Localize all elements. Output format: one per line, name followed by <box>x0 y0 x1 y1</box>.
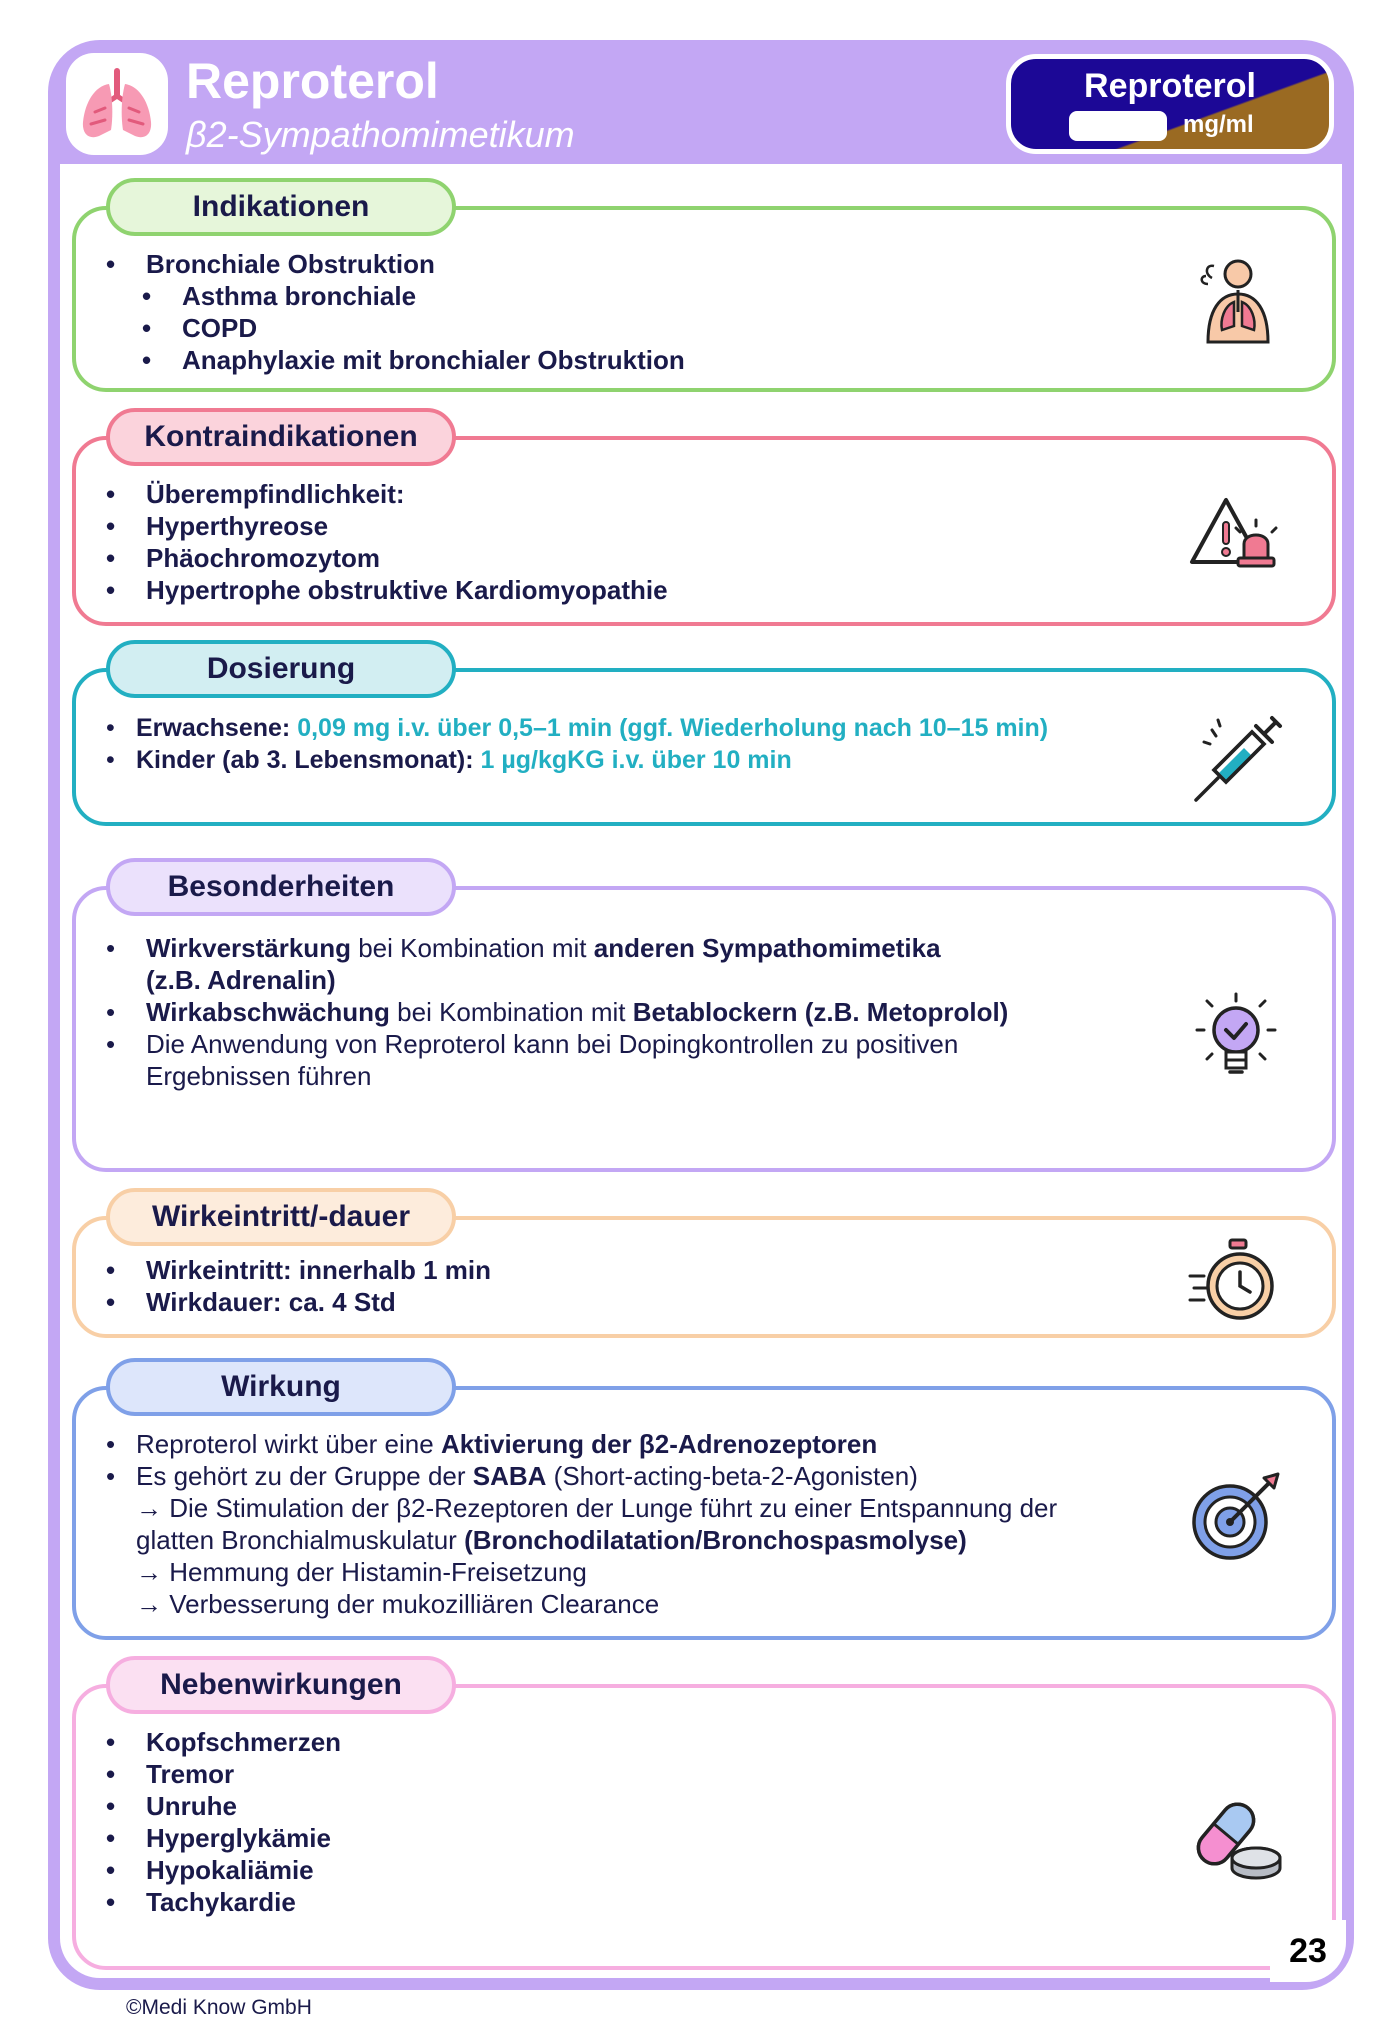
list-item: • Hyperthyreose <box>106 510 1162 542</box>
dose-label: Kinder (ab 3. Lebensmonat): <box>136 746 474 774</box>
section-besonderheiten <box>72 870 1336 1172</box>
emphasis-text: anderen Sympathomimetika <box>593 933 941 963</box>
list-item <box>106 932 1162 996</box>
list-item-continuation: → Die Stimulation der β2-Rezeptoren der Lunge führt zu einer Entspannung der <box>136 1493 1058 1523</box>
emphasis-text: SABA <box>472 1461 547 1491</box>
lungs-icon <box>66 53 168 155</box>
list-item <box>106 996 1162 1028</box>
list-item: • Hypertrophe obstruktive Kardiomyopathie <box>106 574 1162 606</box>
body-text: Ergebnissen führen <box>146 1061 372 1091</box>
list-item <box>106 712 1182 744</box>
list-item: • Hyperglykämie <box>106 1822 1162 1854</box>
section-dosierung <box>72 652 1336 826</box>
emphasis-text: Betablockern (z.B. Metoprolol) <box>632 997 1009 1027</box>
list-item-continuation: → Hemmung der Histamin-Freisetzung <box>136 1557 587 1587</box>
pills-icon <box>1186 1788 1286 1888</box>
page-subtitle: β2-Sympathomimetikum <box>186 114 575 155</box>
section-wirkung <box>72 1370 1336 1640</box>
body-text: bei Kombination mit <box>397 997 626 1027</box>
emphasis-text: (Bronchodilatation/Bronchospasmolyse) <box>464 1525 967 1555</box>
copyright-text: ©Medi Know GmbH <box>126 1996 312 2019</box>
section-title-nebenwirkungen: Nebenwirkungen <box>106 1656 456 1714</box>
page-number: 23 <box>1270 1920 1346 1982</box>
target-arrow-icon <box>1186 1466 1286 1566</box>
patient-lungs-icon <box>1186 250 1286 350</box>
list-item: • Tremor <box>106 1758 1162 1790</box>
body-text: bei Kombination mit <box>358 933 587 963</box>
body-text: Reproterol wirkt über eine <box>136 1429 434 1459</box>
section-title-dosierung: Dosierung <box>106 640 456 698</box>
warning-siren-icon <box>1186 486 1286 586</box>
body-text: (Short-acting-beta-2-Agonisten) <box>553 1461 918 1491</box>
body-text: Die Anwendung von Reproterol kann bei Dopingkontrollen zu positiven <box>146 1029 959 1059</box>
list-item: • Anaphylaxie mit bronchialer Obstruktion <box>106 344 1162 376</box>
section-kontraindikationen <box>72 420 1336 626</box>
list-item: • Überempfindlichkeit: <box>106 478 1162 510</box>
stopwatch-icon <box>1186 1232 1286 1332</box>
list-item: • Phäochromozytom <box>106 542 1162 574</box>
list-item: • Hypokaliämie <box>106 1854 1162 1886</box>
emphasis-text: (z.B. Adrenalin) <box>146 965 336 995</box>
list-item: • Tachykardie <box>106 1886 1162 1918</box>
list-item <box>106 744 1182 776</box>
list-item: • Unruhe <box>106 1790 1162 1822</box>
section-title-besonderheiten: Besonderheiten <box>106 858 456 916</box>
badge-concentration-field <box>1069 111 1167 141</box>
body-text: Es gehört zu der Gruppe der <box>136 1461 466 1491</box>
list-item <box>106 1460 1162 1492</box>
section-wirkeintritt <box>72 1200 1336 1338</box>
section-title-indikationen: Indikationen <box>106 178 456 236</box>
badge-unit: mg/ml <box>1183 111 1254 138</box>
emphasis-text: Aktivierung der β2-Adrenozeptoren <box>440 1429 878 1459</box>
list-item <box>106 1028 1162 1092</box>
section-title-wirkeintritt: Wirkeintritt/-dauer <box>106 1188 456 1246</box>
body-text: glatten Bronchialmuskulatur <box>136 1525 457 1555</box>
list-item-continuation: → Verbesserung der mukozilliären Clearance <box>136 1589 660 1619</box>
section-nebenwirkungen <box>72 1668 1336 1970</box>
dose-value: 0,09 mg i.v. über 0,5–1 min (ggf. Wiederholung nach 10–15 min) <box>297 714 1049 742</box>
list-item: • Bronchiale Obstruktion <box>106 248 1162 280</box>
list-item: • Kopfschmerzen <box>106 1726 1162 1758</box>
section-title-kontraindikationen: Kontraindikationen <box>106 408 456 466</box>
section-title-wirkung: Wirkung <box>106 1358 456 1416</box>
list-item <box>106 1428 1162 1460</box>
badge-drug-name: Reproterol <box>1084 67 1256 105</box>
emphasis-text: Wirkverstärkung <box>146 933 351 963</box>
section-indikationen <box>72 190 1336 392</box>
list-item: • Asthma bronchiale <box>106 280 1162 312</box>
list-item: • Wirkdauer: ca. 4 Std <box>106 1286 1162 1318</box>
list-item: • COPD <box>106 312 1162 344</box>
drug-label-badge <box>1006 54 1334 154</box>
list-item: • Wirkeintritt: innerhalb 1 min <box>106 1254 1162 1286</box>
emphasis-text: Wirkabschwächung <box>146 997 390 1027</box>
list-item-continuation <box>106 1524 1162 1556</box>
dose-value: 1 µg/kgKG i.v. über 10 min <box>480 746 792 774</box>
dose-label: Erwachsene: <box>136 714 291 742</box>
lightbulb-check-icon <box>1186 988 1286 1088</box>
syringe-icon <box>1186 708 1286 808</box>
page-title: Reproterol <box>186 53 439 109</box>
